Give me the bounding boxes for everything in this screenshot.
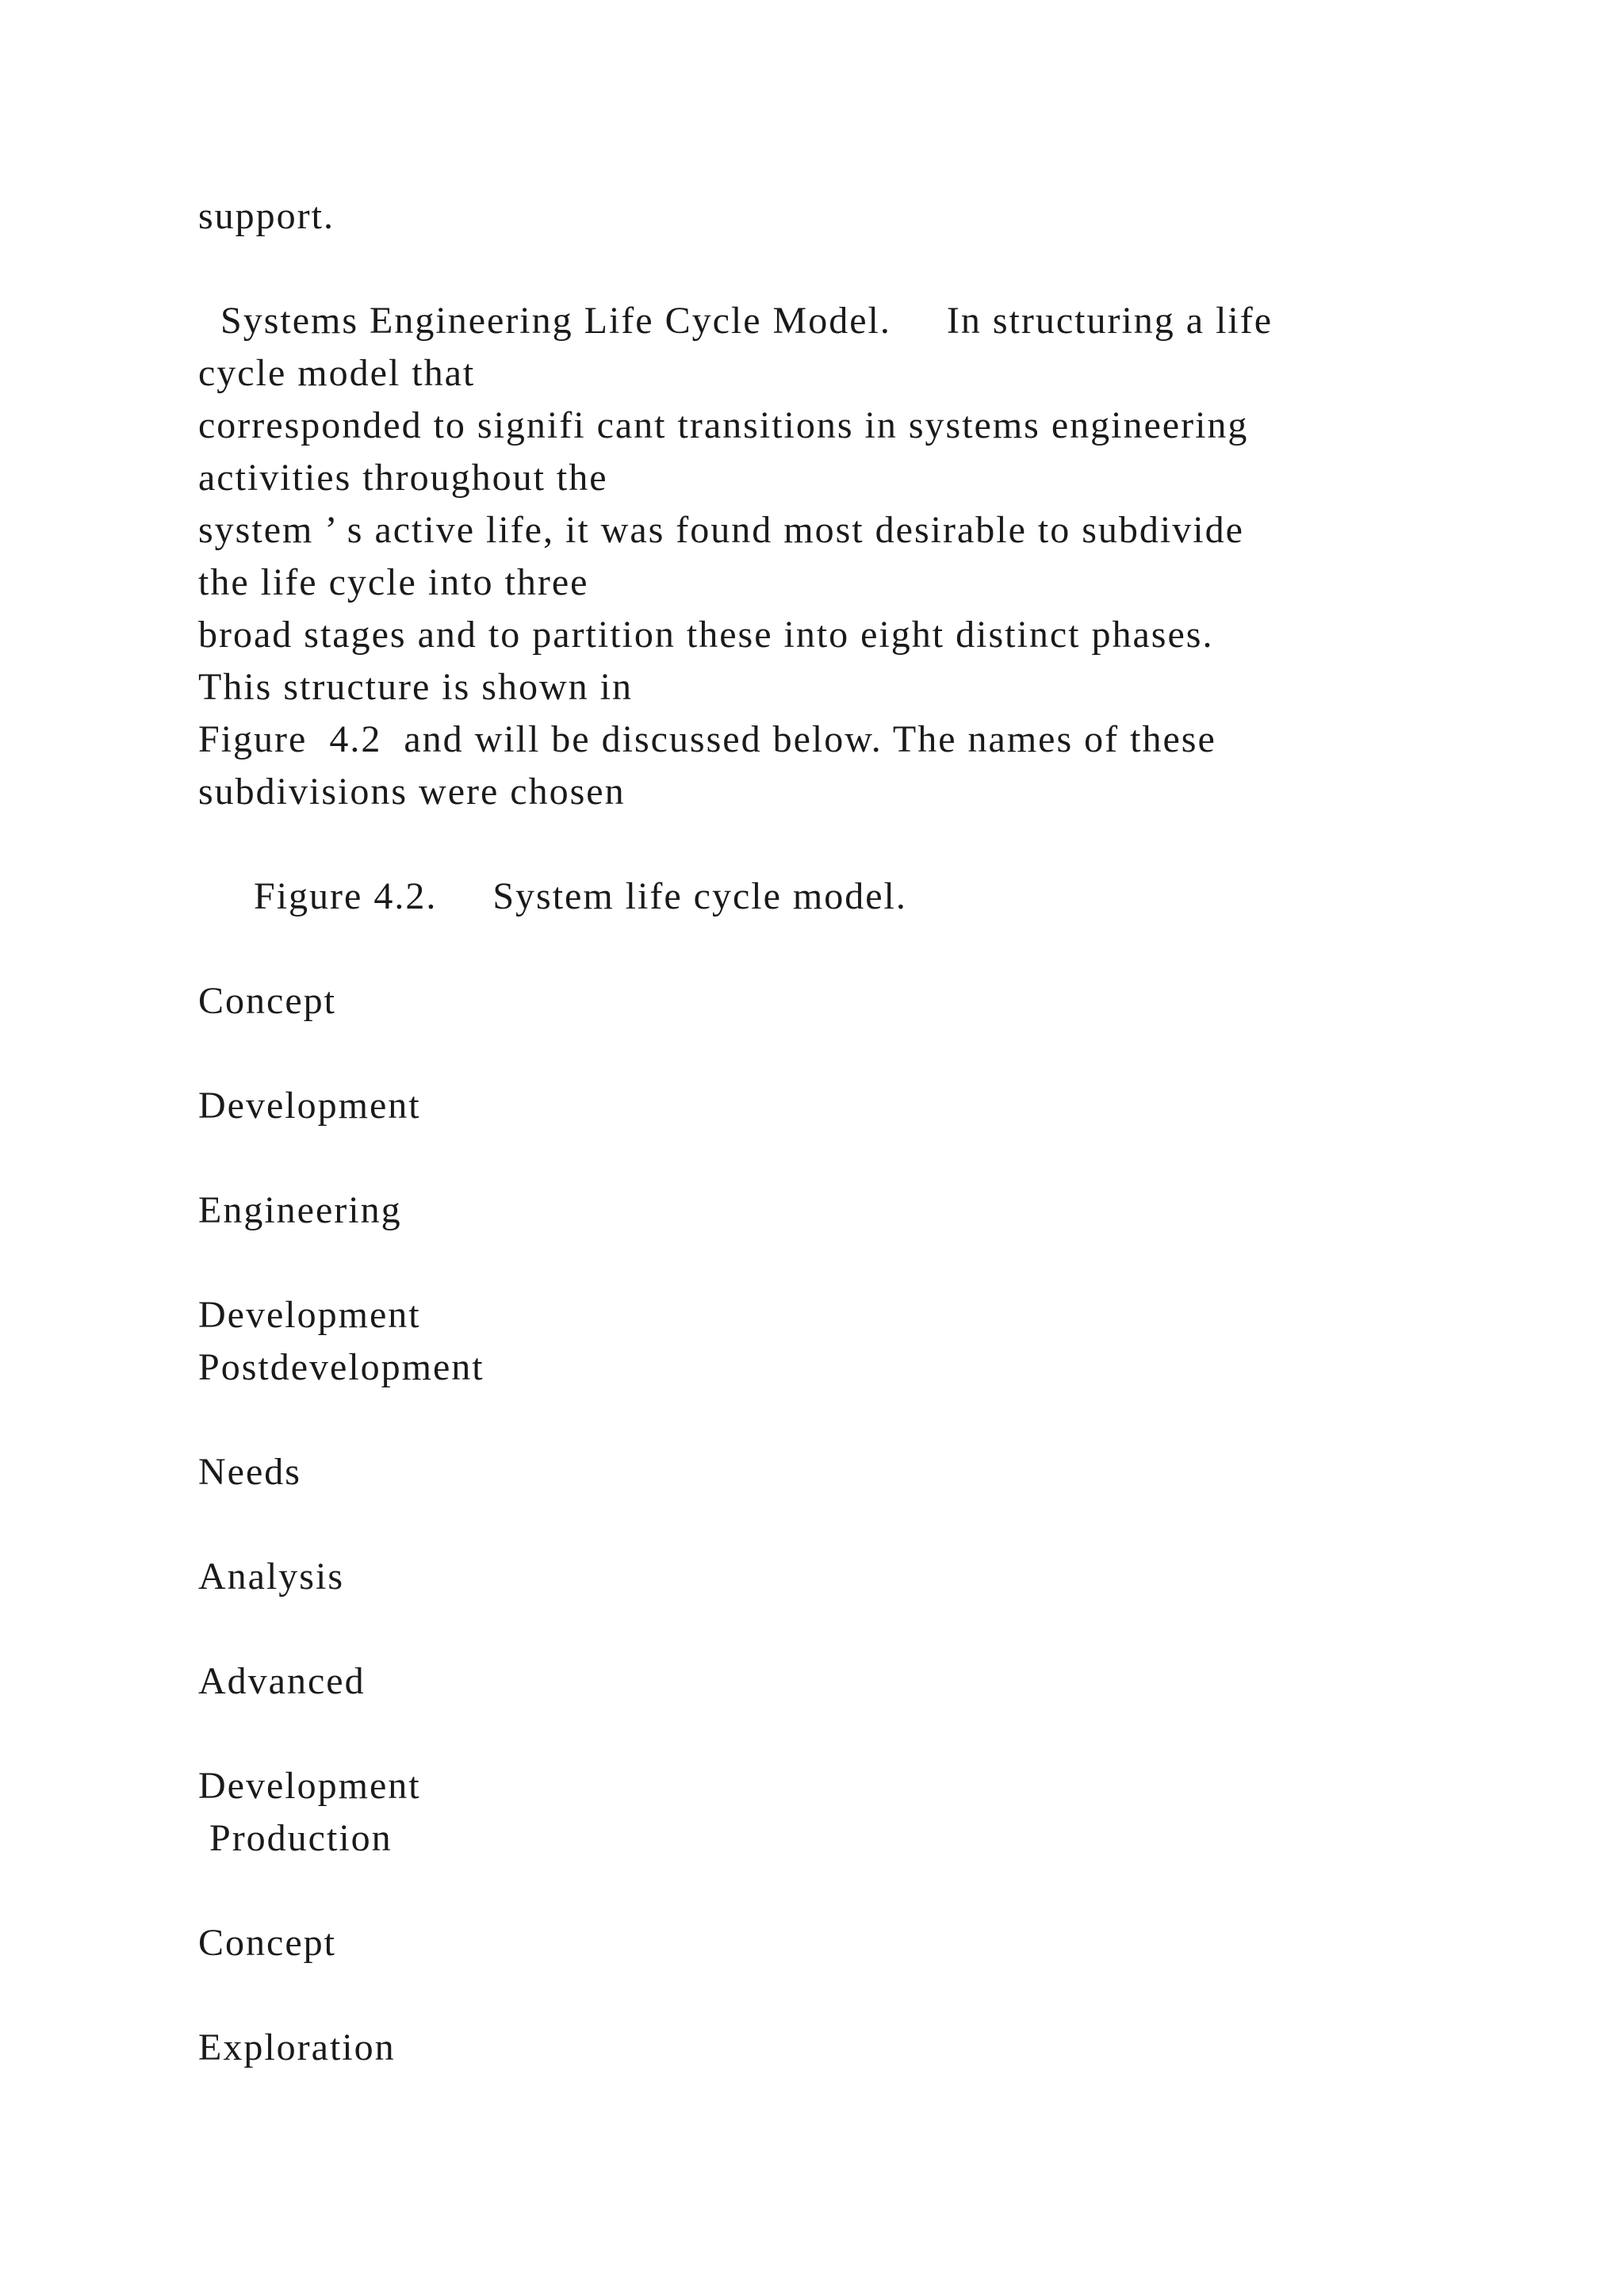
text-line-5: corresponded to signifi cant transitions in systems engineering [198, 404, 1249, 446]
text-line-3: Systems Engineering Life Cycle Model. In structuring a life [198, 300, 1274, 342]
blank-line [198, 1603, 1499, 1655]
text-line-25: Needs [198, 1451, 301, 1493]
blank-line [198, 1708, 1499, 1760]
blank-line [198, 1969, 1499, 2022]
blank-line [198, 243, 1499, 295]
text-line-11: Figure 4.2 and will be discussed below. The names of these [198, 718, 1216, 760]
text-line-7: system ’ s active life, it was found most desirable to subdivide [198, 509, 1244, 551]
text-line-31: Development [198, 1765, 421, 1807]
blank-line [198, 923, 1499, 975]
text-line-4: cycle model that [198, 352, 476, 394]
blank-line [198, 1132, 1499, 1184]
text-line-27: Analysis [198, 1556, 344, 1598]
document-page [198, 190, 1499, 2074]
text-line-16: Concept [198, 980, 336, 1022]
text-line-12: subdivisions were chosen [198, 771, 626, 813]
text-line-9: broad stages and to partition these into eight distinct phases. [198, 614, 1214, 656]
blank-line [198, 1237, 1499, 1289]
text-line-20: Engineering [198, 1189, 402, 1231]
text-line-22: Development [198, 1294, 421, 1336]
blank-line [198, 1394, 1499, 1446]
text-line-29: Advanced [198, 1660, 366, 1702]
text-line-23: Postdevelopment [198, 1346, 485, 1388]
text-line-1: support. [198, 195, 335, 237]
blank-line [198, 1865, 1499, 1917]
blank-line [198, 1027, 1499, 1080]
blank-line [198, 818, 1499, 871]
text-line-18: Development [198, 1085, 421, 1127]
text-line-10: This structure is shown in [198, 666, 633, 708]
text-line-34: Concept [198, 1922, 336, 1964]
text-line-6: activities throughout the [198, 457, 608, 499]
text-line-36: Exploration [198, 2026, 396, 2068]
figure-caption: Figure 4.2. System life cycle model. [198, 875, 907, 917]
text-line-32: Production [198, 1817, 393, 1859]
text-line-8: the life cycle into three [198, 561, 589, 603]
blank-line [198, 1498, 1499, 1551]
